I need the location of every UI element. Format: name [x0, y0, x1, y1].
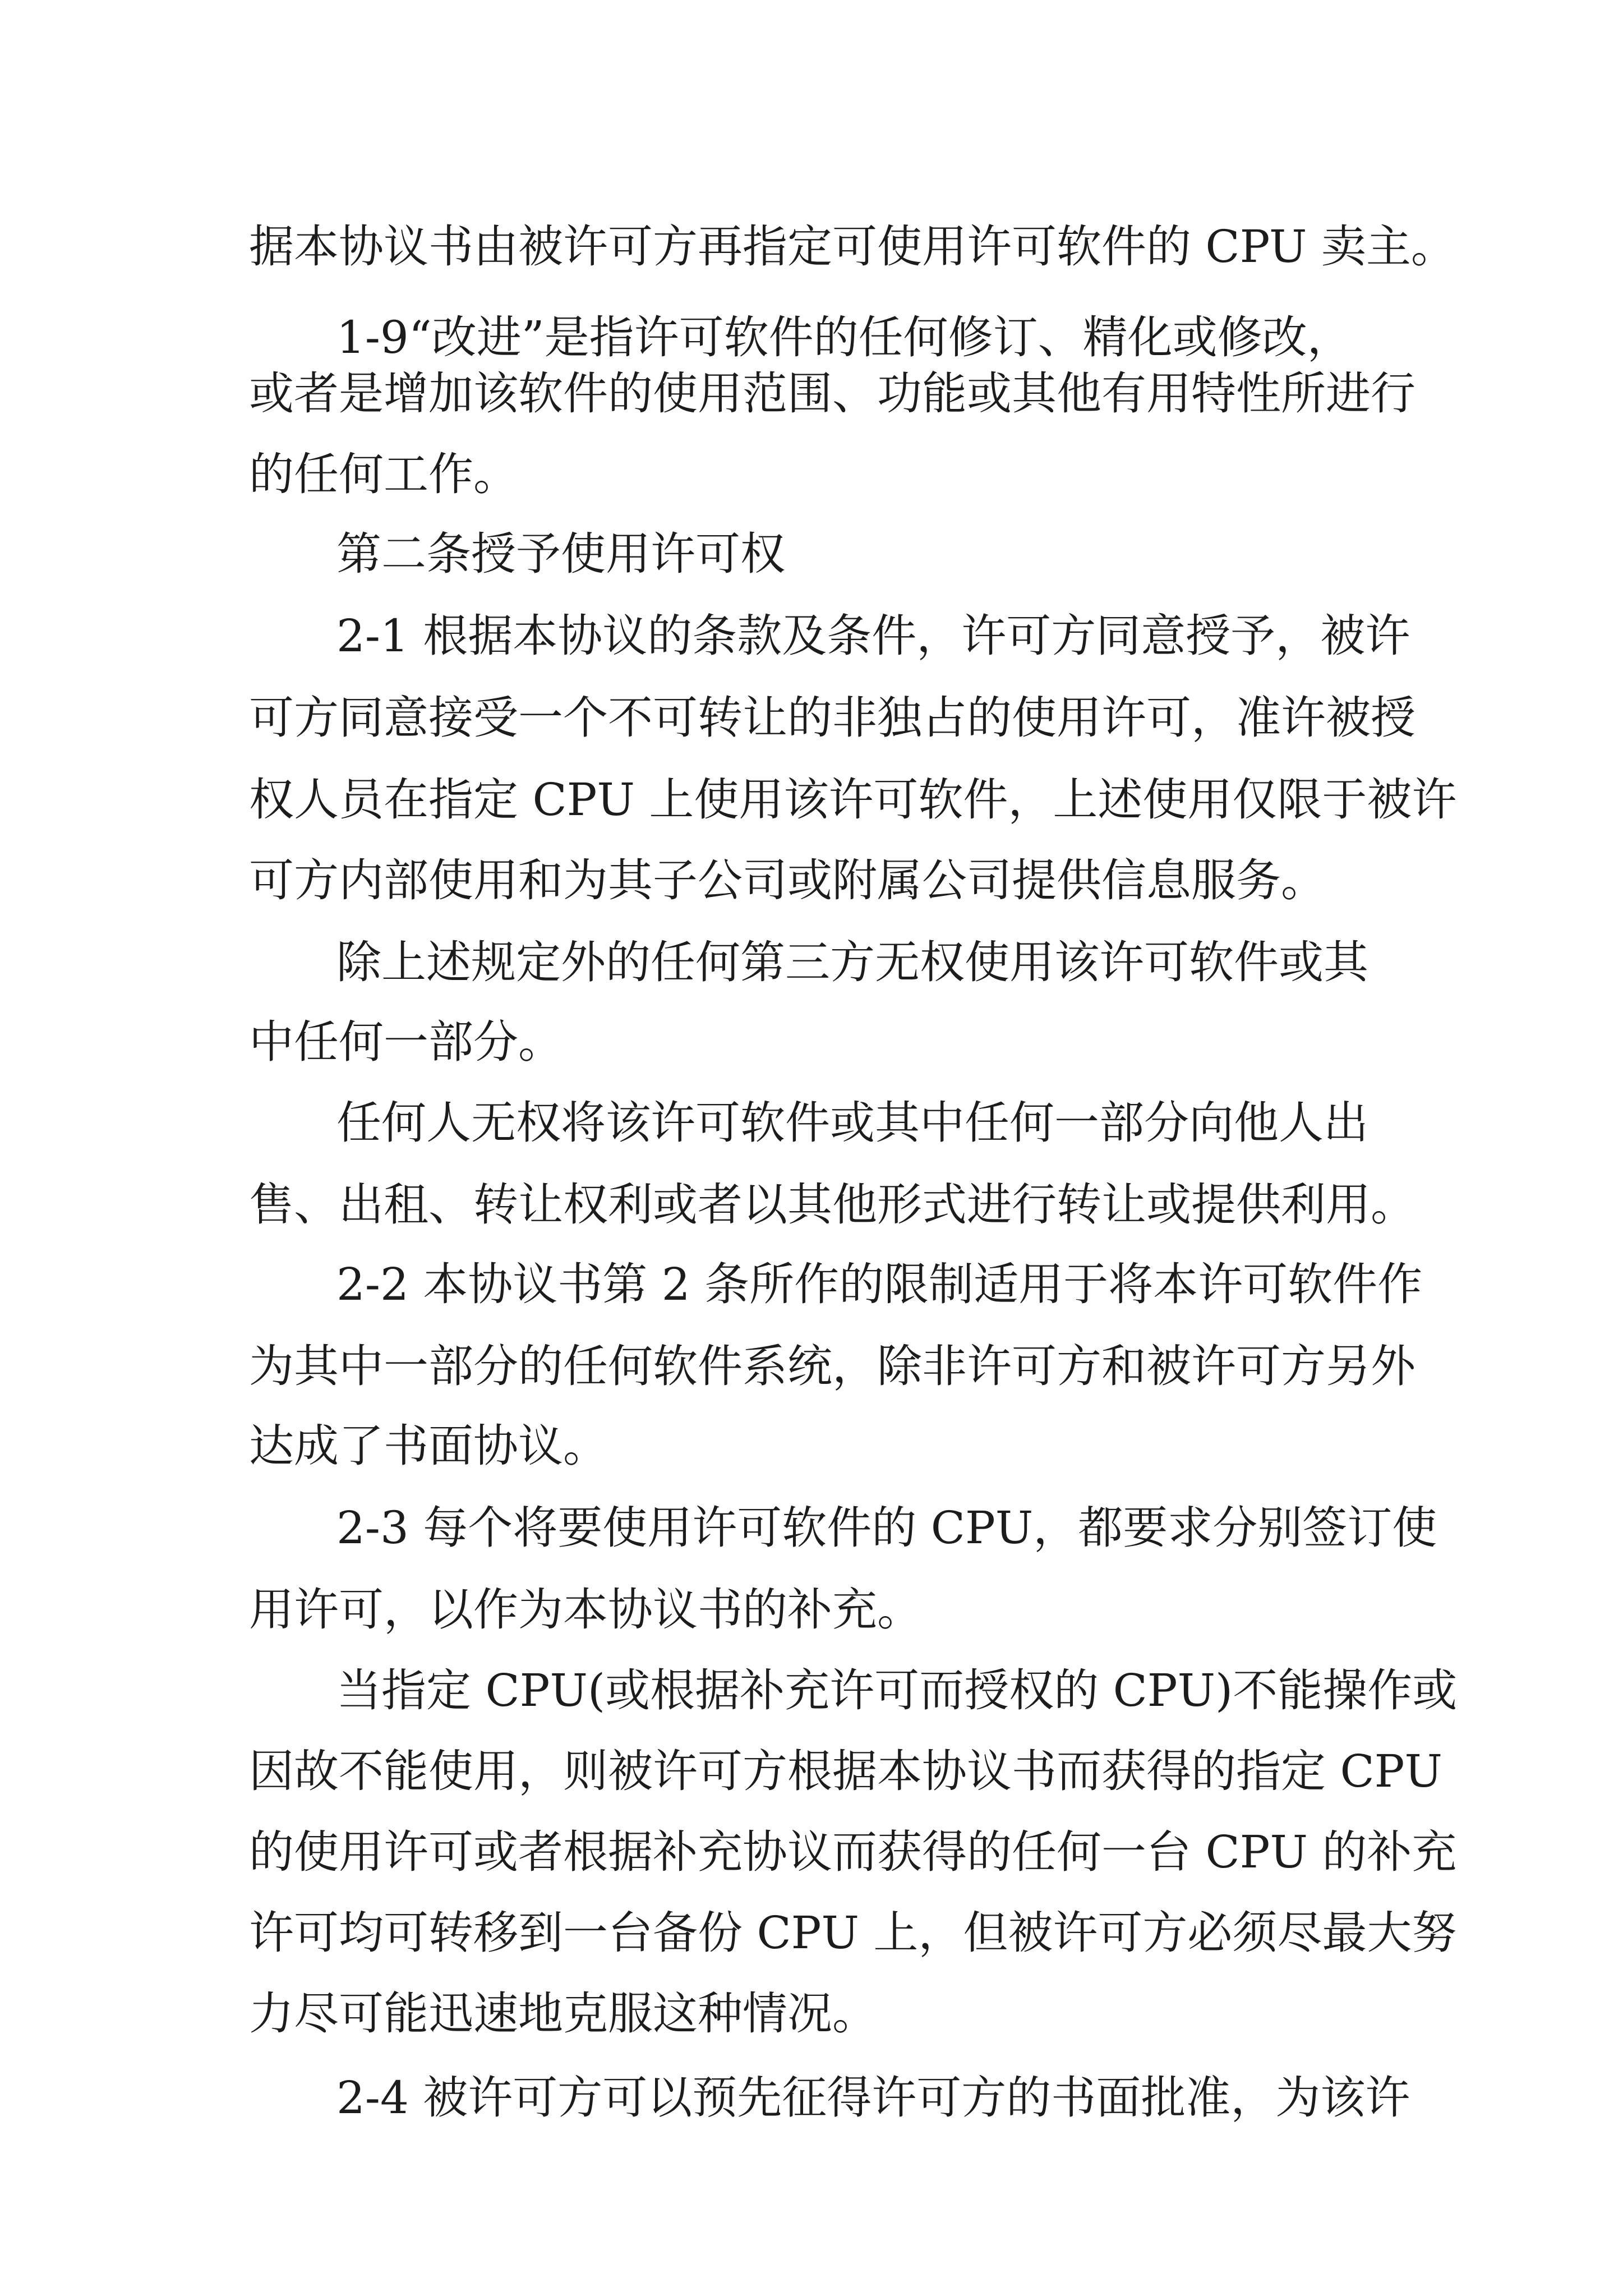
text-line: 中任何一部分。 — [249, 1016, 563, 1068]
text-line: 权 人 员 在 指 定 C P U 上 使 用 该 许 可 软 件 ， 上 述 使 用 仅 限 于 被 许 — [249, 774, 1457, 826]
text-line: 2 - 1 根 据 本 协 议 的 条 款 及 条 件 ， 许 可 方 同 意 授 予 ， 被 许 — [336, 610, 1410, 662]
text-line: 售 、 出 租 、 转 让 权 利 或 者 以 其 他 形 式 进 行 转 让 或 提 供 利 用 。 — [249, 1179, 1415, 1231]
text-line: 力尽可能迅速地克服这种情况。 — [249, 1987, 877, 2040]
text-line: 或 者 是 增 加 该 软 件 的 使 用 范 围 、 功 能 或 其 他 有 用 特 性 所 进 行 — [249, 367, 1415, 420]
text-line: 达成了书面协议。 — [249, 1420, 608, 1472]
text-line: 许 可 均 可 转 移 到 一 台 备 份 C P U 上 ， 但 被 许 可 方 必 须 尽 最 大 努 — [249, 1907, 1457, 1959]
text-line: 当 指 定 C P U ( 或 根 据 补 充 许 可 而 授 权 的 C P U ) 不 能 操 作 或 — [336, 1664, 1458, 1717]
text-line: 为 其 中 一 部 分 的 任 何 软 件 系 统 ， 除 非 许 可 方 和 被 许 可 方 另 外 — [249, 1340, 1415, 1392]
text-line: 2 - 4 被 许 可 方 可 以 预 先 征 得 许 可 方 的 书 面 批 准 ， 为 该 许 — [336, 2072, 1410, 2124]
text-line: 用许可，以作为本协议书的补充。 — [249, 1584, 922, 1636]
text-line: 2 - 2 本 协 议 书 第 2 条 所 作 的 限 制 适 用 于 将 本 许 可 软 件 作 — [336, 1258, 1423, 1310]
text-line: 可方内部使用和为其子公司或附属公司提供信息服务。 — [249, 854, 1326, 907]
text-line: 第二条授予使用许可权 — [336, 528, 785, 580]
text-line: 任 何 人 无 权 将 该 许 可 软 件 或 其 中 任 何 一 部 分 向 他 人 出 — [336, 1097, 1368, 1149]
text-line: 因 故 不 能 使 用 ， 则 被 许 可 方 根 据 本 协 议 书 而 获 得 的 指 定 C P U — [249, 1745, 1442, 1797]
text-line: 除 上 述 规 定 外 的 任 何 第 三 方 无 权 使 用 该 许 可 软 件 或 其 — [336, 936, 1368, 988]
text-line: 的 使 用 许 可 或 者 根 据 补 充 协 议 而 获 得 的 任 何 一 台 C P U 的 补 充 — [249, 1826, 1457, 1878]
text-line: 的任何工作。 — [249, 448, 518, 500]
text-line: 据本协议书由被许可方再指定可使用许可软件的 CPU 卖主。 — [249, 220, 1456, 273]
text-line: 2 - 3 每 个 将 要 使 用 许 可 软 件 的 C P U ， 都 要 求 分 别 签 订 使 — [336, 1502, 1437, 1554]
text-line: 可 方 同 意 接 受 一 个 不 可 转 让 的 非 独 占 的 使 用 许 可 ， 准 许 被 授 — [249, 692, 1415, 744]
text-line: 1-9“改进”是指许可软件的任何修订、精化或修改， — [336, 311, 1352, 364]
